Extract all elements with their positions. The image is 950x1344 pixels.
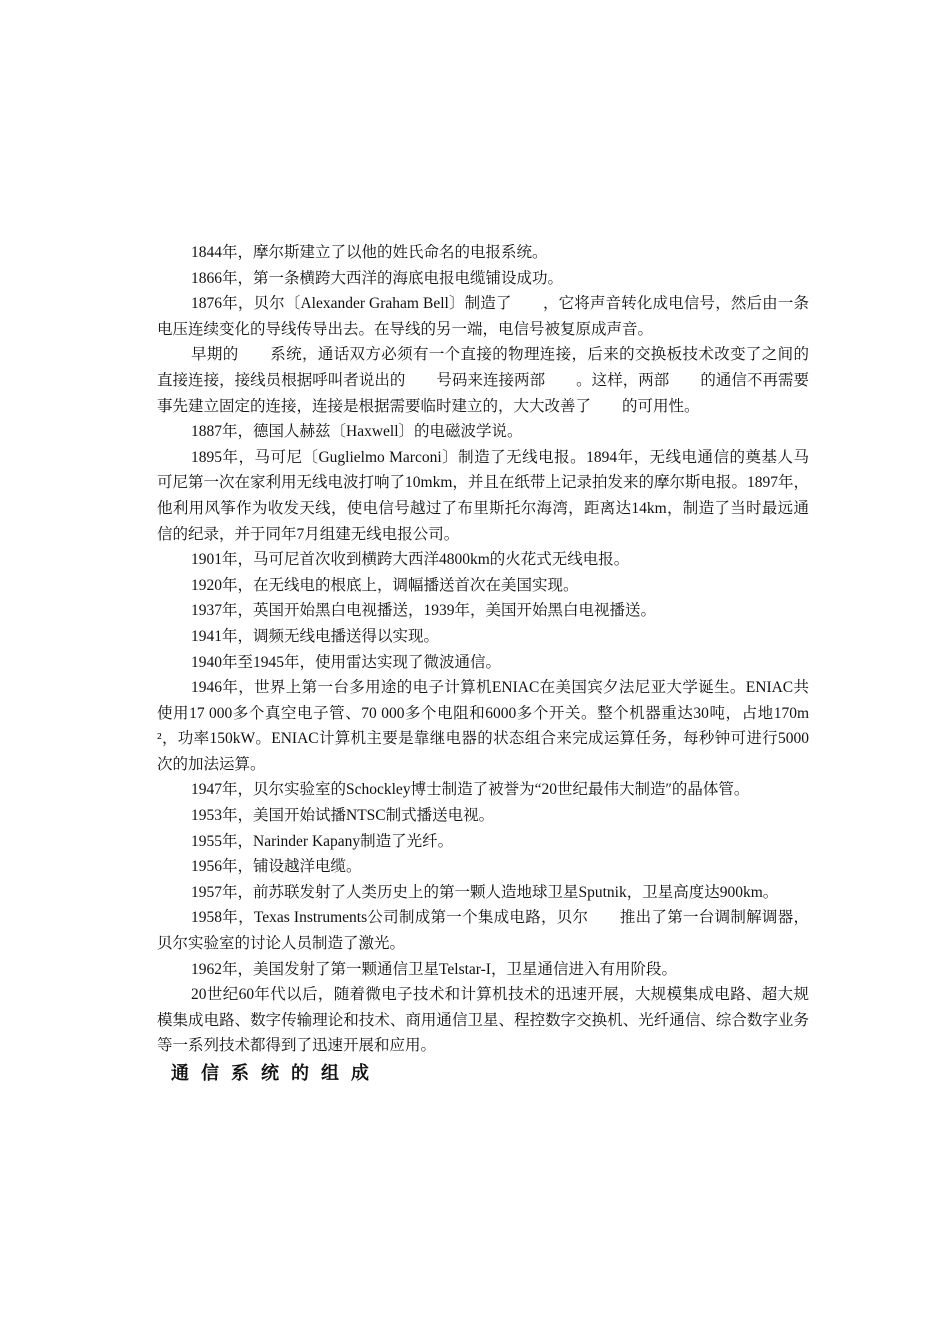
paragraph-1957: 1957年，前苏联发射了人类历史上的第一颗人造地球卫星Sputnik，卫星高度达900km。 [191, 883, 779, 901]
document-body [157, 240, 809, 1087]
paragraph-1946: 1946年，世界上第一台多用途的电子计算机ENIAC在美国宾夕法尼亚大学诞生。ENIAC共使用17 000多个真空电子管、70 000多个电阻和6000多个开关。整个机器重达30吨，占地170m²，功率150kW。ENIAC计算机主要是靠继电器的状态组合来完成运算任务，每秒钟可进行5000次的加法运算。 [157, 679, 809, 773]
paragraph-1876: 1876年，贝尔〔Alexander Graham Bell〕制造了 ，它将声音转化成电信号，然后由一条电压连续变化的导线传导出去。在导线的另一端，电信号被复原成声音。 [157, 295, 809, 338]
paragraph-1956: 1956年，铺设越洋电缆。 [191, 858, 362, 876]
paragraph-1953: 1953年，美国开始试播NTSC制式播送电视。 [191, 807, 495, 825]
paragraph-1962: 1962年，美国发射了第一颗通信卫星Telstar-I，卫星通信进入有用阶段。 [191, 960, 677, 978]
paragraph-1920: 1920年，在无线电的根底上，调幅播送首次在美国实现。 [191, 576, 579, 594]
paragraph-1955: 1955年，Narinder Kapany制造了光纤。 [191, 832, 454, 850]
paragraph-1895: 1895年，马可尼〔Guglielmo Marconi〕制造了无线电报。1894年，无线电通信的奠基人马可尼第一次在家利用无线电波打响了10mkm，并且在纸带上记录拍发来的摩尔斯电报。1897年，他利用风筝作为收发天线，使电信号越过了布里斯托尔海湾，距离达14km，制造了当时最远通信的纪录，并于同年7月组建无线电报公司。 [157, 448, 809, 543]
paragraph-1960s: 20世纪60年代以后，随着微电子技术和计算机技术的迅速开展，大规模集成电路、超大规模集成电路、数字传输理论和技术、商用通信卫星、程控数字交换机、光纤通信、综合数字业务等一系列技术都得到了迅速开展和应用。 [157, 986, 809, 1055]
paragraph-1937: 1937年，英国开始黑白电视播送，1939年，美国开始黑白电视播送。 [191, 602, 657, 620]
paragraph-1844: 1844年，摩尔斯建立了以他的姓氏命名的电报系统。 [191, 244, 548, 261]
paragraph-1901: 1901年，马可尼首次收到横跨大西洋4800km的火花式无线电报。 [191, 551, 630, 569]
paragraph-1866: 1866年，第一条横跨大西洋的海底电报电缆铺设成功。 [191, 269, 564, 287]
paragraph-1947: 1947年，贝尔实验室的Schockley博士制造了被誉为“20世纪最伟大制造″的晶体管。 [191, 781, 750, 799]
paragraph-1958: 1958年，Texas Instruments公司制成第一个集成电路，贝尔 推出了第一台调制解调器，贝尔实验室的讨论人员制造了激光。 [157, 909, 809, 953]
paragraph-1887: 1887年，德国人赫兹〔Haxwell〕的电磁波学说。 [191, 423, 523, 441]
paragraph-early-telephone: 早期的 系统，通话双方必须有一个直接的物理连接，后来的交换板技术改变了之间的直接连接，接线员根据呼叫者说出的 号码来连接两部 。这样，两部 的通信不再需要事先建立固定的连接，连接是根据需要临时建立的，大大改善了 的可用性。 [157, 346, 809, 415]
section-heading: 通信系统的组成 [171, 1063, 381, 1084]
paragraph-1941: 1941年，调频无线电播送得以实现。 [191, 627, 440, 645]
paragraph-1940: 1940年至1945年，使用雷达实现了微波通信。 [191, 653, 502, 671]
